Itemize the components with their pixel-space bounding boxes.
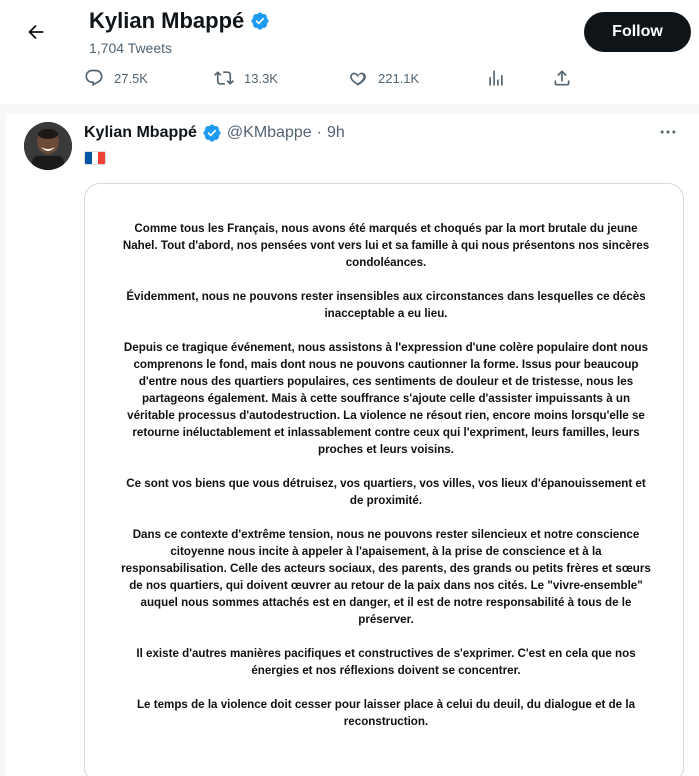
- tweet[interactable]: [6, 114, 699, 776]
- tweet-media-image[interactable]: [84, 183, 684, 776]
- section-divider: [0, 104, 699, 114]
- like-action[interactable]: [348, 62, 419, 94]
- statement-paragraph: Évidemment, nous ne pouvons rester insensibles aux circonstances dans lesquelles ce décès inacceptable a eu lieu.: [126, 290, 646, 320]
- retweet-count: 13.3K: [244, 70, 278, 86]
- statement-paragraph: Depuis ce tragique événement, nous assistons à l'expression d'une colère populaire dont nous comprenons le fond, mais dont nous ne pouvons cautionner la forme. Issus pour beaucoup d'entre nous des quartiers populaires, ces sentiments de douleur et de tristesse, nous les partageons également. Mais à cette souffrance s'ajoute celle d'assister impuissants à un véritable processus d'autodestruction. La violence ne résout rien, encore moins lorsqu'elle se retourne inéluctablement et inlassablement contre ceux qui l'expriment, leurs familles, leurs proches et leurs voisins.: [123, 341, 649, 456]
- tweet-header: [84, 122, 345, 144]
- retweet-action[interactable]: [214, 62, 278, 94]
- views-action[interactable]: [486, 62, 506, 94]
- back-button[interactable]: [18, 14, 54, 50]
- statement-paragraph: Dans ce contexte d'extrême tension, nous ne pouvons rester silencieux et notre conscience citoyenne nous incite à appeler à l'apaisement, à la prise de conscience et à la responsabilisation. Celle des acteurs sociaux, des parents, des grands ou petits frères et sœurs de nos quartiers, qui doivent œuvrer au retour de la paix dans nos cités. Le "vivre-ensemble" auquel nous sommes attachés est en danger, et il est de notre responsabilité à tous de le préserver.: [121, 528, 651, 626]
- more-options-button[interactable]: [656, 122, 680, 142]
- avatar[interactable]: [24, 122, 72, 170]
- reply-action[interactable]: [84, 62, 148, 94]
- tweet-separator: ·: [316, 124, 322, 141]
- speech-bubble-icon: [84, 68, 104, 88]
- tweet-count: 1,704 Tweets: [89, 40, 173, 56]
- follow-button[interactable]: Follow: [584, 12, 691, 52]
- statement-text: [121, 220, 651, 747]
- like-count: 221.1K: [378, 70, 420, 86]
- retweet-icon: [214, 68, 234, 88]
- statement-paragraph: Le temps de la violence doit cesser pour laisser place à celui du deuil, du dialogue et de la reconstruction.: [136, 698, 636, 728]
- verified-badge-icon: [250, 11, 270, 31]
- statement-paragraph: Comme tous les Français, nous avons été marqués et choqués par la mort brutale du jeune Nahel. Tout d'abord, nos pensées vont vers lui et sa famille à qui nous présentons nos sincères condoléances.: [122, 222, 650, 269]
- profile-name: [89, 8, 270, 34]
- statement-paragraph: Ce sont vos biens que vous détruisez, vos quartiers, vos villes, vos lieux d'épanouissement et de proximité.: [126, 477, 646, 507]
- ellipsis-icon: [658, 122, 678, 142]
- profile-name-text: Kylian Mbappé: [89, 8, 245, 33]
- tweet-actions-bar: [0, 62, 699, 94]
- statement-paragraph: Il existe d'autres manières pacifiques et constructives de s'exprimer. C'est en cela que nos énergies et nos réflexions doivent se concentrer.: [136, 647, 636, 677]
- tweet-author-name[interactable]: Kylian Mbappé: [84, 124, 197, 141]
- french-flag-emoji: [84, 151, 106, 165]
- reply-count: 27.5K: [114, 70, 148, 86]
- heart-icon: [348, 68, 368, 88]
- share-action[interactable]: [552, 62, 572, 94]
- share-icon: [552, 68, 572, 88]
- arrow-left-icon: [25, 21, 47, 43]
- profile-header: [0, 0, 699, 104]
- avatar-image: [24, 122, 72, 170]
- bar-chart-icon: [486, 68, 506, 88]
- tweet-handle[interactable]: @KMbappe: [226, 124, 312, 141]
- verified-badge-icon: [202, 123, 222, 143]
- tweet-timestamp[interactable]: 9h: [326, 124, 345, 141]
